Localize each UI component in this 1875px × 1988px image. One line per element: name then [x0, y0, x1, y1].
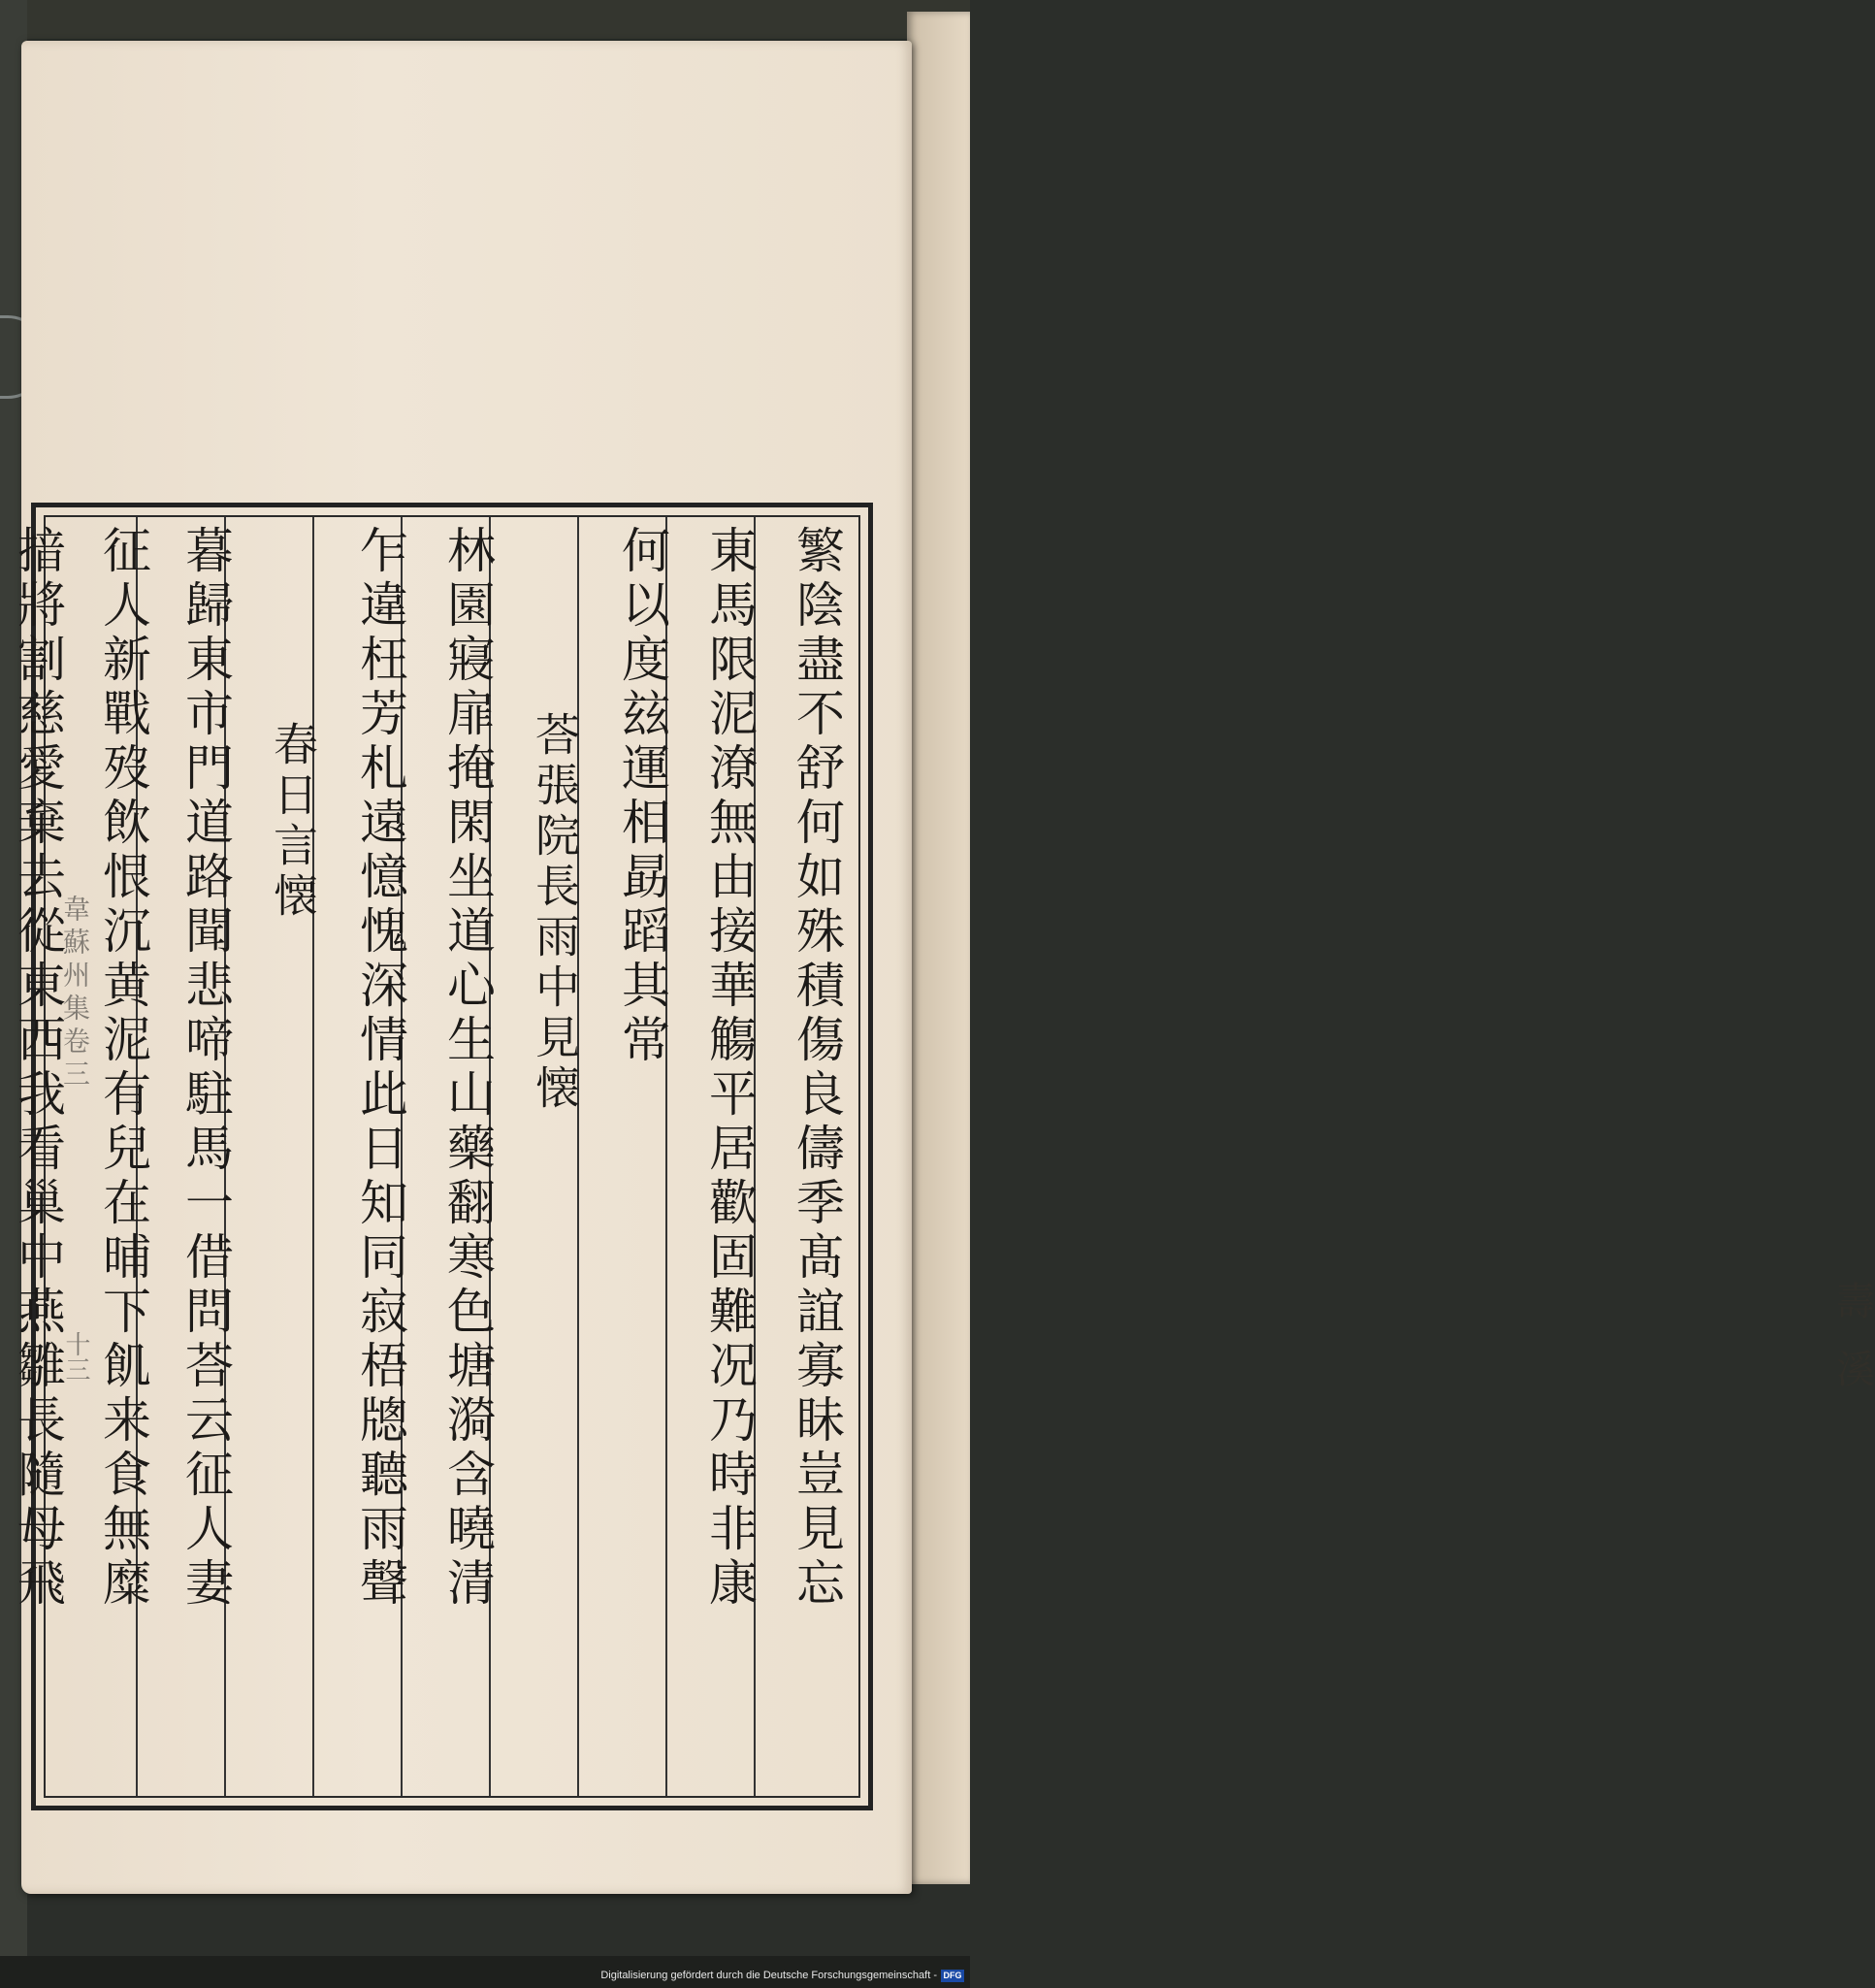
credit-text: Digitalisierung gefördert durch die Deutsche Forschungsgemeinschaft - [600, 1970, 937, 1981]
text-block-frame [10, 515, 860, 1798]
text-column-2: 東馬限泥潦無由接華觴平居歡固難况乃時非康 [701, 525, 758, 1612]
column-rule [577, 517, 579, 1796]
text-column-5: 林園寢扉掩閑坐道心生山藥翻寒色塘漪含曉清 [439, 525, 496, 1612]
text-column-3: 何以度玆運相勗蹈其常 [614, 525, 670, 1068]
text-column-9: 征人新戰歿飲恨沉黄泥有兒在晡下飢来食無糜 [95, 525, 151, 1612]
fold-page-number: 十三 [61, 1331, 90, 1382]
scan-background-top [0, 0, 970, 39]
poem-title-2: 春日言懐 [267, 721, 319, 923]
column-rule [312, 517, 314, 1796]
bleed-through-glyph: 溪 [1836, 1348, 1875, 1392]
text-block [10, 503, 873, 1810]
text-column-10: 揞將割慈愛棄去從東西我看巢中燕雛長隨母飛 [10, 525, 66, 1612]
text-column-6: 乍違枉芳札遠憶愧深情此日知同寂梧牕聽雨聲 [352, 525, 408, 1612]
dfg-logo: DFG [941, 1970, 964, 1982]
text-column-8: 暮歸東市門道路聞悲啼駐馬一借問荅云征人妻 [178, 525, 234, 1612]
fold-margin-title: 韋蘇州集卷三 [59, 895, 91, 1092]
adjacent-page-edge [907, 12, 1875, 1884]
bleed-through-glyph: 壽 [1836, 1280, 1875, 1324]
poem-title-1: 荅張院長雨中見懐 [529, 711, 581, 1115]
text-column-1: 繁陰盡不舒何如殊積傷良儔季髙誼寡眛豈見忘 [789, 525, 845, 1612]
